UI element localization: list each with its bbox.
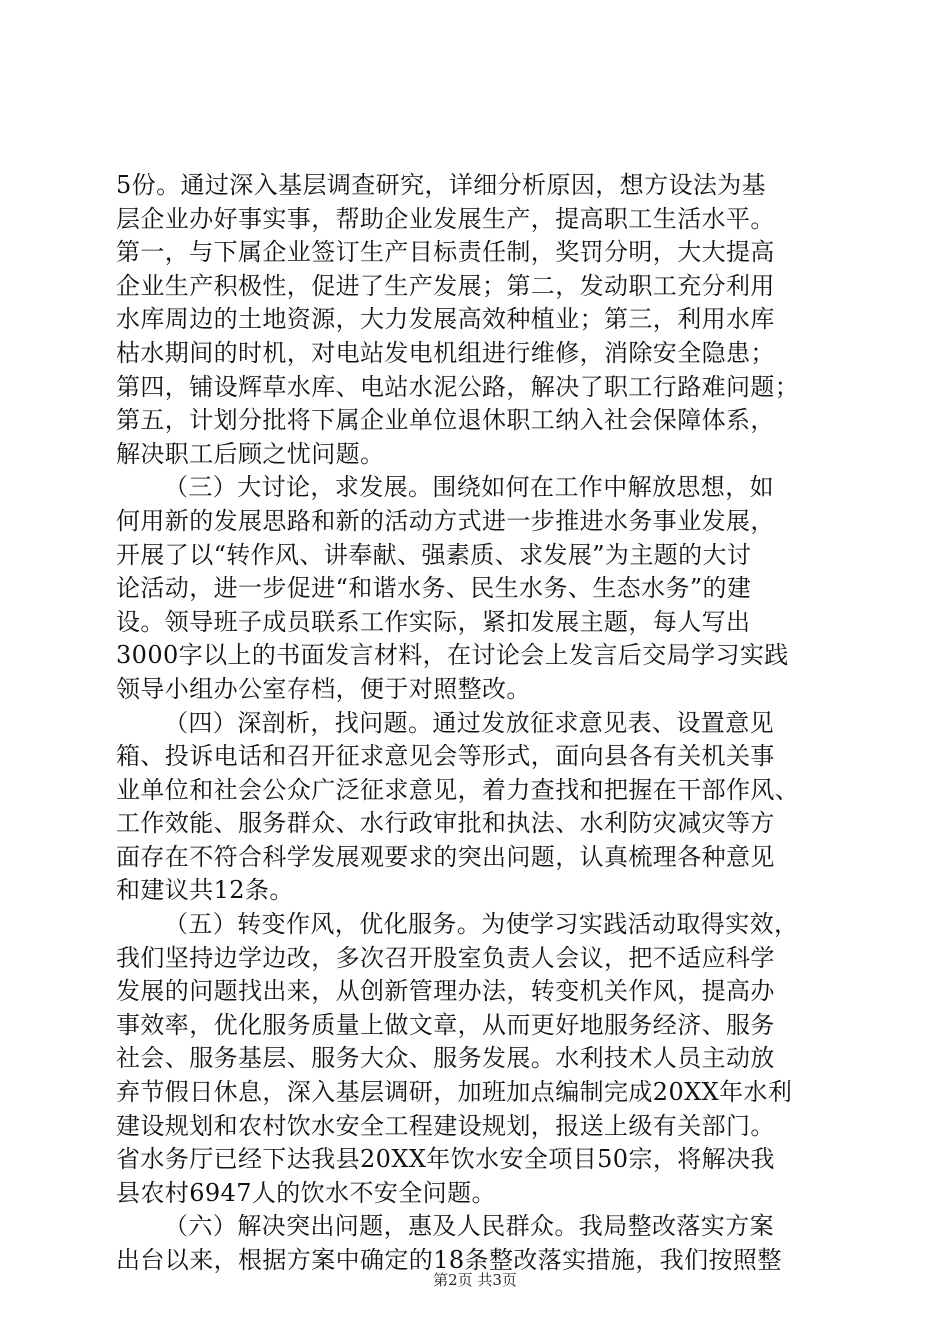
text-line: （六）解决突出问题，惠及人民群众。我局整改落实方案 bbox=[164, 1212, 774, 1241]
page-footer: 第2页 共3页 bbox=[433, 1271, 517, 1289]
text-line: 弃节假日休息，深入基层调研，加班加点编制完成20XX年水利 bbox=[116, 1078, 793, 1107]
text-line: 论活动，进一步促进“和谐水务、民生水务、生态水务”的建 bbox=[116, 574, 752, 603]
text-line: 我们坚持边学边改，多次召开股室负责人会议，把不适应科学 bbox=[116, 943, 775, 972]
text-line: 第四，铺设辉草水库、电站水泥公路，解决了职工行路难问题； bbox=[116, 372, 800, 401]
text-line: 5份。通过深入基层调查研究，详细分析原因，想方设法为基 bbox=[116, 171, 767, 199]
text-line: 企业生产积极性，促进了生产发展；第二，发动职工充分利用 bbox=[116, 271, 775, 300]
text-line: 层企业办好事实事，帮助企业发展生产，提高职工生活水平。 bbox=[116, 204, 775, 233]
paragraph bbox=[116, 471, 836, 706]
text-line: 第一，与下属企业签订生产目标责任制，奖罚分明，大大提高 bbox=[116, 238, 775, 267]
paragraph bbox=[116, 1210, 836, 1277]
text-line: 社会、服务基层、服务大众、服务发展。水利技术人员主动放 bbox=[116, 1044, 775, 1073]
text-line: 开展了以“转作风、讲奉献、强素质、求发展”为主题的大讨 bbox=[116, 540, 752, 569]
paragraph bbox=[116, 169, 836, 471]
text-line: 面存在不符合科学发展观要求的突出问题，认真梳理各种意见 bbox=[116, 842, 775, 871]
text-line: 设。领导班子成员联系工作实际，紧扣发展主题，每人写出 bbox=[116, 607, 751, 636]
text-line: 水库周边的土地资源，大力发展高效种植业；第三，利用水库 bbox=[116, 305, 775, 334]
paragraph bbox=[116, 707, 836, 909]
text-line: 3000字以上的书面发言材料，在讨论会上发言后交局学习实践 bbox=[116, 641, 789, 670]
text-line: 领导小组办公室存档，便于对照整改。 bbox=[116, 674, 531, 703]
text-line: 业单位和社会公众广泛征求意见，着力查找和把握在干部作风、 bbox=[116, 775, 800, 804]
text-line: 解决职工后顾之忧问题。 bbox=[116, 439, 385, 468]
document-body bbox=[116, 169, 836, 1278]
text-line: 箱、投诉电话和召开征求意见会等形式，面向县各有关机关事 bbox=[116, 742, 775, 771]
text-line: 省水务厅已经下达我县20XX年饮水安全项目50宗，将解决我 bbox=[116, 1145, 775, 1174]
text-line: 建设规划和农村饮水安全工程建设规划，报送上级有关部门。 bbox=[116, 1111, 775, 1140]
text-line: （三）大讨论，求发展。围绕如何在工作中解放思想，如 bbox=[164, 473, 774, 502]
text-line: 发展的问题找出来，从创新管理办法，转变机关作风，提高办 bbox=[116, 977, 775, 1006]
text-line: 出台以来，根据方案中确定的18条整改落实措施，我们按照整 bbox=[116, 1246, 782, 1274]
text-line: 工作效能、服务群众、水行政审批和执法、水利防灾减灾等方 bbox=[116, 809, 775, 838]
text-line: 事效率，优化服务质量上做文章，从而更好地服务经济、服务 bbox=[116, 1010, 775, 1039]
text-line: （五）转变作风，优化服务。为使学习实践活动取得实效， bbox=[164, 910, 799, 939]
text-line: 枯水期间的时机，对电站发电机组进行维修，消除安全隐患； bbox=[116, 338, 775, 367]
text-line: 和建议共12条。 bbox=[116, 876, 294, 905]
text-line: （四）深剖析，找问题。通过发放征求意见表、设置意见 bbox=[164, 708, 774, 737]
text-line: 何用新的发展思路和新的活动方式进一步推进水务事业发展， bbox=[116, 506, 775, 535]
text-line: 第五，计划分批将下属企业单位退休职工纳入社会保障体系， bbox=[116, 406, 775, 435]
paragraph bbox=[116, 908, 836, 1210]
text-line: 县农村6947人的饮水不安全问题。 bbox=[116, 1178, 496, 1207]
